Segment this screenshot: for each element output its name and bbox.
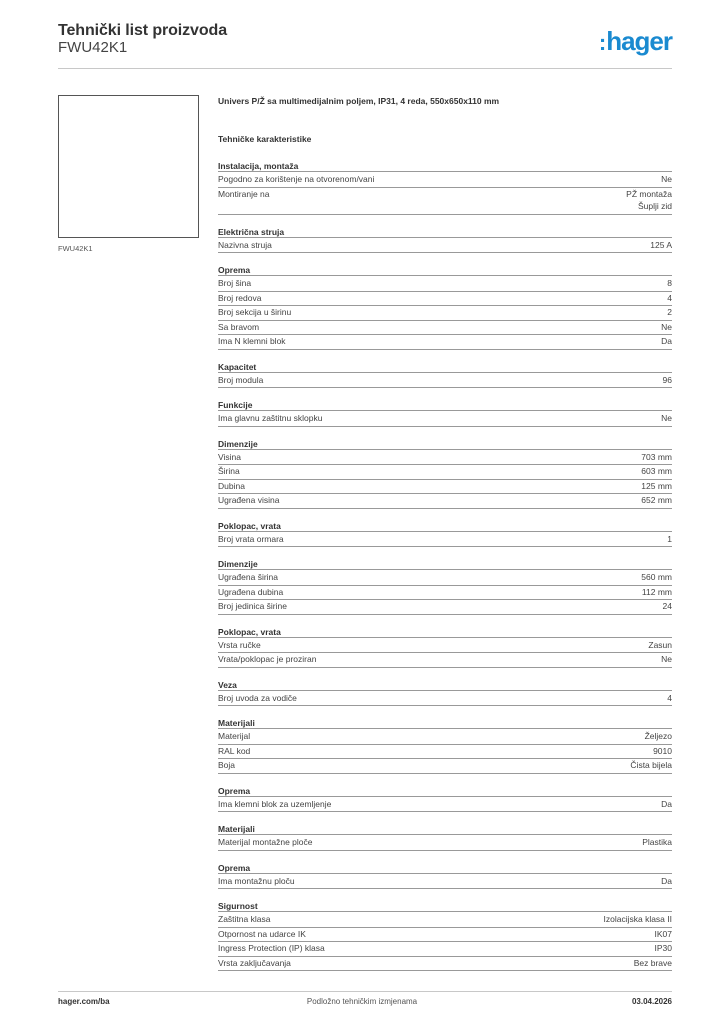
spec-row bbox=[218, 928, 672, 943]
spec-value: IP30 bbox=[654, 943, 672, 953]
spec-row bbox=[218, 494, 672, 509]
spec-value: 96 bbox=[662, 374, 672, 385]
spec-label: Otpornost na udarce IK bbox=[218, 928, 306, 939]
section-heading: Poklopac, vrata bbox=[218, 623, 672, 638]
section-gap bbox=[218, 889, 672, 897]
spec-label: Ugrađena širina bbox=[218, 572, 279, 582]
section-heading: Veza bbox=[218, 676, 672, 691]
spec-value: Da bbox=[661, 798, 672, 809]
spec-label: Ima montažnu ploču bbox=[218, 875, 295, 886]
hager-logo bbox=[599, 26, 672, 57]
section-heading: Funkcije bbox=[218, 396, 672, 411]
section-gap bbox=[218, 215, 672, 223]
spec-label: Broj modula bbox=[218, 374, 264, 385]
footer-divider bbox=[58, 991, 672, 992]
spec-value: 560 mm bbox=[641, 572, 672, 582]
spec-label: Ima N klemni blok bbox=[218, 336, 286, 346]
spec-label: Boja bbox=[218, 760, 236, 770]
spec-label: Dubina bbox=[218, 480, 245, 491]
spec-value: 1 bbox=[667, 533, 672, 544]
spec-row bbox=[218, 942, 672, 957]
section-heading: Električna struja bbox=[218, 223, 672, 238]
section-heading: Dimenzije bbox=[218, 435, 672, 450]
spec-label: Nazivna struja bbox=[218, 239, 272, 250]
spec-value: Zasun bbox=[648, 639, 672, 650]
spec-value: Ne bbox=[661, 654, 672, 664]
spec-value: Ne bbox=[661, 321, 672, 332]
spec-row bbox=[218, 875, 672, 890]
tech-characteristics-title: Tehničke karakteristike bbox=[218, 134, 312, 144]
spec-row bbox=[218, 759, 672, 774]
spec-value: Ne bbox=[661, 413, 672, 423]
spec-sections bbox=[218, 157, 672, 971]
section-gap bbox=[218, 388, 672, 396]
spec-row bbox=[218, 798, 672, 813]
section-gap bbox=[218, 668, 672, 676]
spec-row bbox=[218, 451, 672, 466]
spec-label: Materijal bbox=[218, 731, 251, 741]
spec-row bbox=[218, 412, 672, 427]
spec-label: Broj uvoda za vodiče bbox=[218, 692, 297, 703]
footer-note: Podložno tehničkim izmjenama bbox=[306, 997, 418, 1006]
spec-label: Ugrađena dubina bbox=[218, 586, 284, 597]
section-gap bbox=[218, 615, 672, 623]
page-title: Tehnički list proizvoda bbox=[58, 22, 227, 39]
spec-value: 652 mm bbox=[641, 495, 672, 505]
logo-colon-icon: : bbox=[598, 30, 606, 55]
spec-value: Ne bbox=[661, 174, 672, 184]
product-description: Univers P/Ž sa multimedijalnim poljem, IP31, 4 reda, 550x650x110 mm bbox=[218, 96, 500, 106]
spec-value: 125 mm bbox=[641, 480, 672, 491]
spec-row bbox=[218, 913, 672, 928]
spec-row bbox=[218, 639, 672, 654]
spec-label: Sa bravom bbox=[218, 321, 260, 332]
section-gap bbox=[218, 547, 672, 555]
spec-label: Širina bbox=[218, 466, 240, 476]
spec-value: Izolacijska klasa II bbox=[603, 914, 672, 924]
spec-label: Ingress Protection (IP) klasa bbox=[218, 943, 325, 953]
section-heading: Oprema bbox=[218, 782, 672, 797]
spec-row bbox=[218, 745, 672, 760]
section-gap bbox=[218, 427, 672, 435]
spec-row bbox=[218, 480, 672, 495]
spec-row bbox=[218, 692, 672, 707]
spec-label: Broj sekcija u širinu bbox=[218, 307, 292, 317]
spec-row bbox=[218, 571, 672, 586]
spec-label: Vrsta ručke bbox=[218, 639, 261, 650]
spec-value: 125 A bbox=[650, 239, 672, 250]
spec-value: Željezo bbox=[644, 731, 672, 741]
spec-value: Plastika bbox=[642, 837, 672, 847]
spec-row bbox=[218, 239, 672, 254]
spec-label: RAL kod bbox=[218, 745, 251, 756]
header-divider bbox=[58, 68, 672, 69]
spec-row bbox=[218, 533, 672, 548]
spec-label: Montiranje na bbox=[218, 188, 270, 199]
spec-label: Broj jedinica širine bbox=[218, 601, 287, 611]
spec-row bbox=[218, 600, 672, 615]
spec-row bbox=[218, 173, 672, 188]
logo-text: hager bbox=[606, 26, 672, 56]
section-gap bbox=[218, 812, 672, 820]
spec-label: Vrata/poklopac je proziran bbox=[218, 654, 317, 664]
footer-date: 03.04.2026 bbox=[631, 997, 672, 1006]
spec-value: 603 mm bbox=[641, 466, 672, 476]
spec-label: Materijal montažne ploče bbox=[218, 837, 313, 847]
spec-row bbox=[218, 730, 672, 745]
spec-row bbox=[218, 374, 672, 389]
section-heading: Oprema bbox=[218, 859, 672, 874]
spec-label: Broj vrata ormara bbox=[218, 533, 284, 544]
spec-content bbox=[218, 96, 672, 971]
section-gap bbox=[218, 774, 672, 782]
spec-row bbox=[218, 957, 672, 972]
product-image-caption: FWU42K1 bbox=[58, 244, 93, 253]
spec-value: 9010 bbox=[653, 745, 672, 756]
spec-value: 703 mm bbox=[641, 451, 672, 462]
product-code: FWU42K1 bbox=[58, 39, 128, 56]
spec-row bbox=[218, 292, 672, 307]
spec-label: Ima glavnu zaštitnu sklopku bbox=[218, 413, 323, 423]
section-heading: Poklopac, vrata bbox=[218, 517, 672, 532]
spec-label: Vrsta zaključavanja bbox=[218, 957, 291, 968]
section-heading: Materijali bbox=[218, 714, 672, 729]
spec-value: 112 mm bbox=[641, 586, 672, 597]
spec-value: IK07 bbox=[654, 928, 672, 939]
spec-value: 4 bbox=[667, 692, 672, 703]
section-heading: Kapacitet bbox=[218, 358, 672, 373]
section-gap bbox=[218, 509, 672, 517]
spec-row bbox=[218, 586, 672, 601]
section-heading: Oprema bbox=[218, 261, 672, 276]
spec-row bbox=[218, 335, 672, 350]
section-gap bbox=[218, 706, 672, 714]
spec-row bbox=[218, 653, 672, 668]
spec-value: 4 bbox=[667, 292, 672, 303]
spec-row bbox=[218, 188, 672, 215]
section-heading: Sigurnost bbox=[218, 897, 672, 912]
section-heading: Materijali bbox=[218, 820, 672, 835]
spec-row bbox=[218, 277, 672, 292]
spec-label: Zaštitna klasa bbox=[218, 914, 271, 924]
section-gap bbox=[218, 851, 672, 859]
spec-value: 8 bbox=[667, 278, 672, 288]
spec-row bbox=[218, 465, 672, 480]
spec-label: Visina bbox=[218, 451, 241, 462]
spec-label: Ima klemni blok za uzemljenje bbox=[218, 798, 332, 809]
product-image-placeholder bbox=[58, 95, 199, 238]
footer-website: hager.com/ba bbox=[58, 997, 110, 1006]
spec-row bbox=[218, 321, 672, 336]
section-gap bbox=[218, 350, 672, 358]
spec-value: PŽ montaža Šuplji zid bbox=[626, 188, 672, 211]
spec-value: 2 bbox=[667, 307, 672, 317]
spec-label: Broj šina bbox=[218, 278, 252, 288]
spec-label: Pogodno za korištenje na otvorenom/vani bbox=[218, 174, 375, 184]
spec-value: Čista bijela bbox=[630, 760, 672, 770]
spec-value: 24 bbox=[662, 601, 672, 611]
spec-label: Ugrađena visina bbox=[218, 495, 280, 505]
spec-row bbox=[218, 836, 672, 851]
section-heading: Dimenzije bbox=[218, 555, 672, 570]
spec-label: Broj redova bbox=[218, 292, 262, 303]
spec-value: Bez brave bbox=[633, 957, 672, 968]
spec-value: Da bbox=[661, 875, 672, 886]
section-gap bbox=[218, 253, 672, 261]
spec-value: Da bbox=[661, 336, 672, 346]
section-heading: Instalacija, montaža bbox=[218, 157, 672, 172]
spec-row bbox=[218, 306, 672, 321]
